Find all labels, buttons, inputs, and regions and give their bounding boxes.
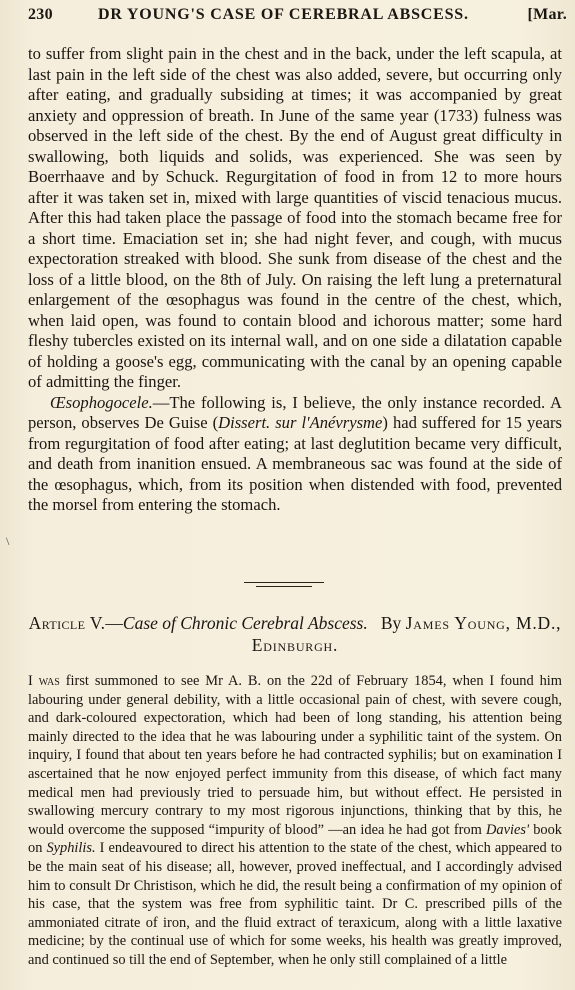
book-author: Davies' [485, 821, 530, 838]
section-divider-bottom [256, 586, 312, 587]
article-body [28, 672, 562, 970]
oesophogocele-term: Œsophogocele. [50, 392, 153, 412]
margin-mark: \ [6, 534, 10, 548]
running-head-month: [Mar. [527, 6, 567, 23]
article-author: James Young, M.D., Edinburgh. [251, 613, 562, 655]
paragraph-oesophogocele [28, 393, 562, 516]
article-text-c: I endeavoured to direct his attention to the state of the chest, which appeared to be the main seat of his disease; all, however, proved ineffectual, and I accordingly advised him to consult Dr Christison, which he did, the result being a confirmation of my opinion of his case, that the system was free from syphilitic taint. Dr C. prescribed pills of the ammoniated citrate of iron, and the fluid extract of teraxicum, along with a little laxative medicine; by the continual use of which for some weeks, his health was greatly improved, and continued so till the end of September, when he only still complained of a little [28, 840, 562, 968]
section-divider-top [244, 582, 324, 583]
de-guise-reference: Dissert. sur l'Anévrysme [218, 413, 383, 432]
top-text-section [28, 44, 562, 516]
oesophogocele-text-b: ) had suffered for 15 years from regurgitation of food after eating; at last deglutition became very difficult, and death from inanition ensued. A membraneous sac was found at the side of the œsophagus, which, from its position when distended with food, prevented the morsel from entering the stomach. [28, 413, 562, 514]
running-head [28, 4, 567, 26]
article-text-b: book on [28, 821, 562, 857]
opening-word: I was [28, 673, 60, 689]
article-paragraph-1 [28, 672, 562, 970]
running-head-title: DR YOUNG'S CASE OF CEREBRAL ABSCESS. [98, 6, 469, 23]
paragraph-oesophagus-case: to suffer from slight pain in the chest and in the back, under the left scapula, at last pain in the left side of the chest was also added, severe, but occurring only after eating, and gradually subsiding at times; it was accompanied by great anxiety and oppression of breath. In June of the same year (1733) fulness was observed in the left side of the chest. By the end of August great difficulty in swallowing, both liquids and solids, was experienced. She was seen by Boerrhaave and by Schuck. Regurgitation of food in from 12 to more hours after it was taken set in, mixed with large quantities of viscid tenacious mucus. After this had taken place the passage of food into the stomach became free for a short time. Emaciation set in; she had night fever, and cough, with mucus expectoration streaked with blood. She sunk from disease of the chest and the loss of a little blood, on the 8th of July. On raising the left lung a preternatural enlargement of the œsophagus was found in the centre of the chest, which, when laid open, was found to contain blood and ichorous matter; some hard fleshy tubercles existed on its internal wall, and on one side a dilatation capable of holding a goose's egg, communicating with the canal by an opening capable of admitting the finger. [28, 44, 562, 391]
article-heading [28, 612, 562, 656]
article-by: By [380, 613, 402, 633]
article-dash: — [105, 613, 123, 633]
oesophogocele-text-a: —The following is, I believe, the only instance recorded. A person, observes De Guise ( [28, 392, 562, 432]
book-title: Syphilis. [46, 840, 96, 857]
article-title: Case of Chronic Cerebral Abscess. [122, 613, 368, 633]
article-text-a: first summoned to see Mr A. B. on the 22d of February 1854, when I found him labouring under general debility, with a little occasional pain of chest, with severe cough, and dark-coloured expectoration, which had been of long standing, his attention being mainly directed to the idea that he was labouring under a syphilitic taint of the system. On inquiry, I found that about ten years before he had contracted syphilis; but on examination I ascertained that he now enjoyed perfect immunity from this disease, of which fact many medical men had previously tried to persuade him, but without effect. He persisted in swallowing mercury contrary to my most rigorous injunctions, thinking that by this, he would overcome the supposed “impurity of blood” —an idea he had got from [28, 673, 562, 838]
page-number: 230 [28, 6, 53, 23]
article-label: Article V. [28, 613, 106, 633]
